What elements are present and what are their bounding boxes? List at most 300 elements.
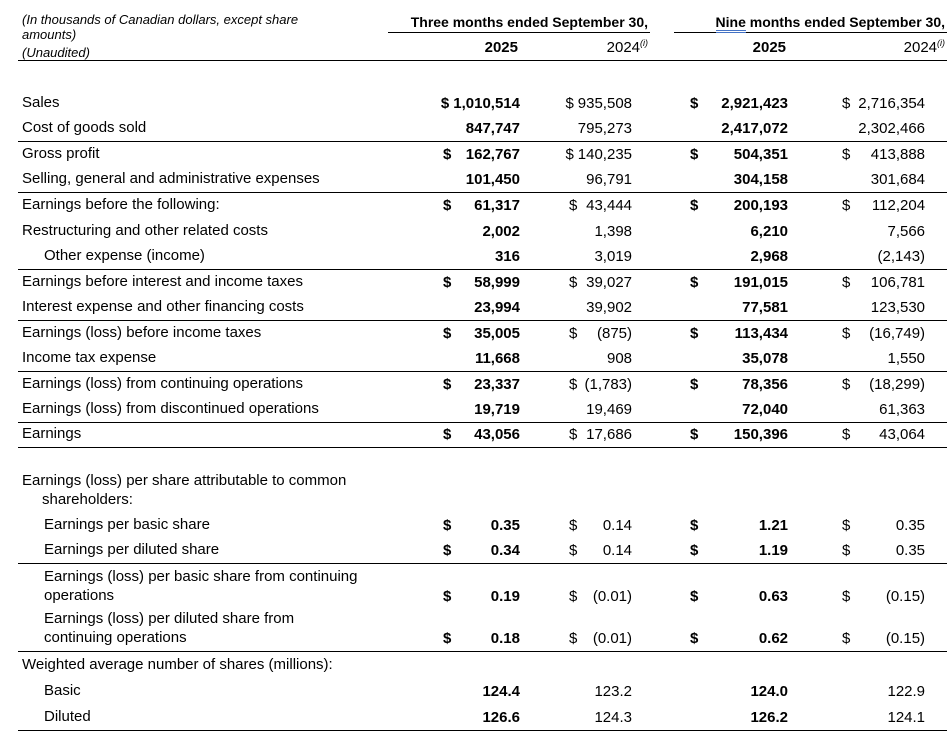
section-spacer [18,448,947,469]
cell-value: 43,444 [586,197,633,214]
row-label: Earnings (loss) before income taxes [22,323,262,341]
cell-value: 1,010,514 [453,95,520,112]
dollar-sign: $ [569,273,578,291]
dollar-sign: $ [842,375,851,393]
value-cell [520,564,650,609]
value-cell [388,704,520,730]
value-cell [520,609,650,652]
cell-value: 35,005 [474,324,520,342]
row-label-cell [18,295,388,321]
table-row [18,91,947,117]
cell-value: (2,143) [877,247,926,265]
cell-value: 106,781 [870,273,926,291]
table-row [18,295,947,321]
row-label: Earnings per basic share [44,516,210,533]
table-row [18,704,947,730]
value-cell [650,564,788,609]
cell-value: 17,686 [586,426,633,443]
dollar-sign: $ [690,146,699,163]
table-row [18,167,947,193]
cell-value: 19,469 [586,400,633,418]
cell-value: 935,508 [577,95,633,112]
value-cell [650,609,788,652]
value-cell [788,397,947,423]
value-cell [388,564,520,609]
cell-value: 316 [494,247,520,265]
cell-value: 2,417,072 [721,120,789,137]
spellcheck-underlined-word: Nine [716,14,746,33]
cell-value: 43,056 [474,426,520,443]
cell-value: 2,716,354 [858,95,926,112]
value-cell [520,91,650,117]
dollar-sign: $ [440,95,450,112]
unaudited-label: (Unaudited) [22,45,90,60]
value-cell [520,295,650,321]
value-cell [520,397,650,423]
note-line-2: amounts) [22,27,77,42]
row-label-cell [18,269,388,295]
value-cell [650,346,788,372]
row-label: Earnings (loss) from discontinued operations [22,399,319,417]
row-label-cell [18,116,388,142]
three-months-header-text: Three months ended September 30, [388,14,650,33]
cell-value: 126.6 [482,708,520,726]
value-cell [388,193,520,219]
cell-value: 0.63 [758,587,789,605]
row-label-cell [18,564,388,609]
value-cell [650,193,788,219]
value-cell [388,651,520,678]
cell-value: (18,299) [869,375,926,393]
cell-value: 150,396 [733,426,789,443]
dollar-sign: $ [690,517,699,534]
cell-value: 6,210 [750,222,789,240]
table-row [18,269,947,295]
cell-value: 43,064 [879,426,926,443]
cell-value: 2,921,423 [721,95,789,112]
cell-value: 7,566 [887,222,926,240]
cell-value: 96,791 [586,171,633,188]
value-cell [388,346,520,372]
cell-value: (0.15) [885,587,926,605]
cell-value: 304,158 [733,171,789,188]
cell-value: 908 [606,349,633,367]
cell-value: 413,888 [870,146,926,163]
value-cell [650,678,788,704]
nine-months-header-rest: months ended September 30, [745,13,946,30]
row-label: Basic [44,682,81,699]
row-label: Earnings before interest and income taxes [22,272,303,290]
table-row [18,142,947,168]
row-label-cell [18,704,388,730]
cell-value: 0.35 [490,517,520,534]
row-label-cell [18,320,388,346]
value-cell [520,422,650,448]
value-cell [788,513,947,539]
value-cell [650,320,788,346]
year-2025-nine-months: 2025 [650,33,788,61]
cell-value: 58,999 [474,273,520,291]
row-label-cell [18,513,388,539]
value-cell [388,218,520,244]
row-label-line2: continuing operations [44,628,187,646]
dollar-sign: $ [690,324,699,342]
value-cell [788,371,947,397]
dollar-sign: $ [569,426,578,443]
cell-value: 23,994 [474,298,520,316]
value-cell [788,142,947,168]
value-cell [520,678,650,704]
dollar-sign: $ [569,587,578,605]
row-label-line2: operations [44,586,115,604]
value-cell [788,469,947,513]
dollar-sign: $ [690,375,699,393]
dollar-sign: $ [569,517,578,534]
dollar-sign: $ [569,542,578,559]
table-row [18,513,947,539]
table-row [18,538,947,564]
cell-value: 39,902 [586,298,633,316]
value-cell [788,609,947,652]
value-cell [388,538,520,564]
cell-value: 504,351 [733,146,789,163]
row-label: Weighted average number of shares (millions): [22,656,333,673]
value-cell [650,397,788,423]
dollar-sign: $ [842,95,851,112]
row-label-cell [18,218,388,244]
dollar-sign: $ [569,375,578,393]
value-cell [788,244,947,270]
value-cell [788,564,947,609]
row-label-line2: shareholders: [42,490,133,508]
value-cell [650,704,788,730]
value-cell [520,320,650,346]
value-cell [788,320,947,346]
cell-value: 35,078 [742,349,789,367]
cell-value: 124.4 [482,683,520,700]
cell-value: 23,337 [474,375,520,393]
row-label-cell [18,244,388,270]
value-cell [788,269,947,295]
cell-value: 124.1 [887,708,926,726]
dollar-sign: $ [842,587,851,605]
value-cell [788,193,947,219]
dollar-sign: $ [842,197,851,214]
value-cell [788,678,947,704]
cell-value: 0.35 [895,517,926,534]
value-cell [520,167,650,193]
year-2025-three-months: 2025 [388,33,520,61]
dollar-sign: $ [443,197,452,214]
dollar-sign: $ [569,629,578,647]
cell-value: 2,302,466 [858,120,926,137]
value-cell [520,269,650,295]
value-cell [788,538,947,564]
row-label: Earnings (loss) from continuing operations [22,374,303,392]
cell-value: 126.2 [750,708,789,726]
cell-value: 162,767 [465,146,520,163]
value-cell [788,295,947,321]
dollar-sign: $ [443,375,452,393]
table-row [18,320,947,346]
value-cell [788,91,947,117]
cell-value: 112,204 [871,197,926,214]
cell-value: 1,398 [594,222,633,240]
row-label-cell [18,609,388,652]
cell-value: 101,450 [465,171,520,188]
cell-value: 0.35 [895,542,926,559]
value-cell [388,422,520,448]
row-label: Interest expense and other financing costs [22,297,304,315]
footnote-marker: (i) [937,38,946,48]
year-2024-three-months: 2024$^{(i)}$ [520,33,650,61]
table-row [18,371,947,397]
row-label-cell [18,397,388,423]
value-cell [650,269,788,295]
dollar-sign: $ [690,587,699,605]
value-cell [520,538,650,564]
three-months-header [388,8,650,33]
cell-value: 77,581 [742,298,789,316]
value-cell [388,678,520,704]
value-cell [650,469,788,513]
value-cell [520,116,650,142]
row-label-cell [18,371,388,397]
row-label: Earnings (loss) per basic share from continuing [44,567,358,585]
value-cell [520,704,650,730]
value-cell [388,469,520,513]
value-cell [388,244,520,270]
dollar-sign: $ [443,146,452,163]
header-spacer [18,61,947,91]
table-row [18,678,947,704]
cell-value: (0.01) [592,629,633,647]
table-row [18,218,947,244]
dollar-sign: $ [569,324,578,342]
row-label: Earnings (loss) per share attributable to common [22,471,347,489]
value-cell [388,116,520,142]
dollar-sign: $ [443,542,452,559]
dollar-sign: $ [842,146,851,163]
row-label: Earnings per diluted share [44,541,220,558]
cell-value: 61,363 [879,400,926,418]
value-cell [650,244,788,270]
table-row [18,564,947,609]
value-cell [520,244,650,270]
row-label: Income tax expense [22,348,157,366]
cell-value: 0.34 [490,542,520,559]
cell-value: 2,968 [750,247,789,265]
value-cell [388,513,520,539]
table-row [18,609,947,652]
table-row [18,422,947,448]
row-label-cell [18,422,388,448]
value-cell [388,167,520,193]
dollar-sign: $ [565,146,574,163]
dollar-sign: $ [842,426,851,443]
value-cell [520,651,650,678]
value-cell [388,397,520,423]
value-cell [788,346,947,372]
value-cell [388,295,520,321]
value-cell [650,295,788,321]
cell-value: 301,684 [870,171,926,188]
dollar-sign: $ [842,324,851,342]
cell-value: 39,027 [586,273,633,291]
row-label-cell [18,142,388,168]
dollar-sign: $ [842,629,851,647]
dollar-sign: $ [690,95,699,112]
row-label: Other expense (income) [44,246,205,264]
value-cell [788,704,947,730]
cell-value: (16,749) [869,324,926,342]
value-cell [650,142,788,168]
table-row [18,651,947,678]
value-cell [520,469,650,513]
value-cell [520,371,650,397]
dollar-sign: $ [443,426,452,443]
value-cell [388,142,520,168]
table-row [18,116,947,142]
cell-value: 72,040 [742,400,789,418]
dollar-sign: $ [443,324,452,342]
row-label-cell [18,91,388,117]
cell-value: 11,668 [474,349,520,367]
dollar-sign: $ [842,517,851,534]
dollar-sign: $ [842,273,851,291]
cell-value: 19,719 [474,400,520,418]
value-cell [650,513,788,539]
cell-value: (1,783) [584,375,633,393]
value-cell [788,651,947,678]
row-label-cell [18,469,388,513]
cell-value: 123,530 [870,298,926,316]
cell-value: 61,317 [474,197,520,214]
value-cell [650,371,788,397]
dollar-sign: $ [690,426,699,443]
cell-value: 0.18 [490,629,520,647]
cell-value: 124.0 [750,683,789,700]
dollar-sign: $ [842,542,851,559]
cell-value: 795,273 [577,120,633,137]
dollar-sign: $ [565,95,574,112]
dollar-sign: $ [443,273,452,291]
cell-value: 140,235 [577,146,633,163]
row-label-cell [18,651,388,678]
value-cell [520,193,650,219]
value-cell [388,91,520,117]
value-cell [650,422,788,448]
row-label: Cost of goods sold [22,119,147,136]
year-2024-nine-months: 2024$^{(i)}$ [788,33,947,61]
row-label: Selling, general and administrative expenses [22,170,320,187]
dollar-sign: $ [690,629,699,647]
value-cell [520,218,650,244]
value-cell [388,609,520,652]
row-label: Earnings (loss) per diluted share from [44,609,295,627]
footnote-marker: (i) [640,38,649,48]
statement-note [18,8,388,61]
cell-value: 0.14 [602,542,633,559]
cell-value: 0.14 [602,517,633,534]
cell-value: 78,356 [742,375,789,393]
dollar-sign: $ [443,587,452,605]
value-cell [520,346,650,372]
cell-value: 847,747 [465,120,520,137]
row-label: Sales [22,94,60,111]
value-cell [788,116,947,142]
table-row [18,346,947,372]
value-cell [388,269,520,295]
value-cell [788,422,947,448]
cell-value: 123.2 [594,683,633,700]
value-cell [520,142,650,168]
cell-value: 124.3 [594,708,633,726]
row-label: Restructuring and other related costs [22,221,268,239]
row-label-cell [18,346,388,372]
value-cell [650,218,788,244]
cell-value: (875) [596,324,633,342]
value-cell [388,371,520,397]
income-statement-table [18,8,947,731]
cell-value: 1.19 [758,542,789,559]
cell-value: 3,019 [594,247,633,265]
value-cell [650,538,788,564]
table-body [18,8,947,730]
column-group-header-row [18,8,947,33]
row-label: Diluted [44,707,91,725]
cell-value: 122.9 [887,683,926,700]
note-line-1: (In thousands of Canadian dollars, except share [22,12,299,27]
row-label-cell [18,193,388,219]
row-label: Gross profit [22,145,100,162]
cell-value: 1,550 [887,349,926,367]
table-row [18,469,947,513]
cell-value: 2,002 [482,222,520,240]
cell-value: 0.62 [758,629,789,647]
dollar-sign: $ [443,517,452,534]
table-row [18,397,947,423]
value-cell [650,91,788,117]
nine-months-header-text [674,14,947,33]
cell-value: 191,015 [733,273,789,291]
cell-value: (0.15) [885,629,926,647]
nine-months-header [650,8,947,33]
dollar-sign: $ [569,197,578,214]
cell-value: (0.01) [592,587,633,605]
cell-value: 113,434 [734,324,789,342]
value-cell [520,513,650,539]
row-label-cell [18,538,388,564]
value-cell [388,320,520,346]
table-row [18,193,947,219]
table-row [18,244,947,270]
value-cell [788,167,947,193]
cell-value: 1.21 [758,517,789,534]
row-label-cell [18,678,388,704]
value-cell [788,218,947,244]
dollar-sign: $ [690,273,699,291]
value-cell [650,116,788,142]
value-cell [650,167,788,193]
dollar-sign: $ [443,629,452,647]
row-label: Earnings before the following: [22,196,220,213]
value-cell [650,651,788,678]
dollar-sign: $ [690,197,699,214]
cell-value: 0.19 [490,587,520,605]
dollar-sign: $ [690,542,699,559]
cell-value: 200,193 [733,197,789,214]
